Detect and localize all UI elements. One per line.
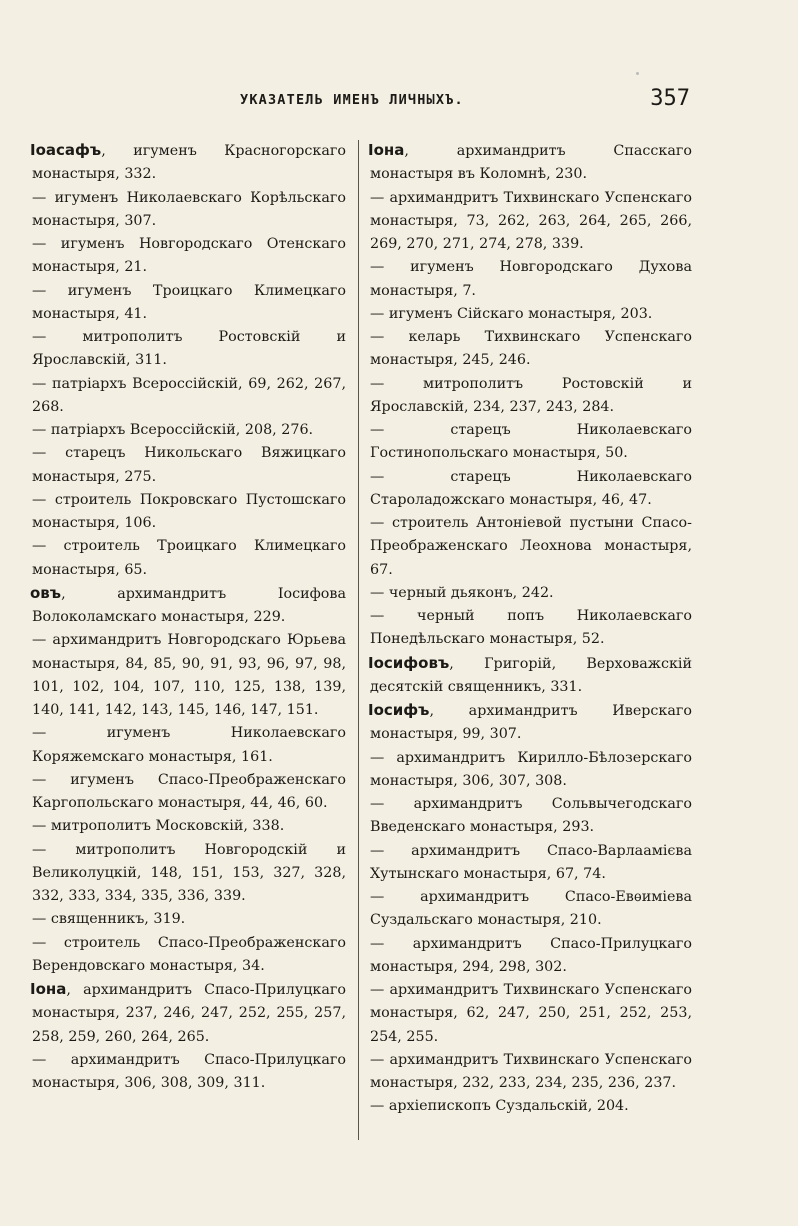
index-subentry <box>32 373 346 420</box>
entry-text: , Григорій, Верховажскій десятскій священникъ, 331. <box>370 655 692 695</box>
index-subentry <box>32 722 346 769</box>
index-subentry <box>32 629 346 722</box>
entry-text: — архимандритъ Спасо-Прилуцкаго монастыря, 294, 298, 302. <box>370 935 692 975</box>
index-subentry <box>32 839 346 909</box>
entry-text: — архимандритъ Спасо-Варлаамієва Хутынскаго монастыря, 67, 74. <box>370 842 692 882</box>
index-subentry <box>32 908 346 931</box>
index-subentry <box>32 419 346 442</box>
page-number: 357 <box>650 86 690 111</box>
index-subentry <box>370 840 692 887</box>
left-column <box>32 139 346 1095</box>
index-entry <box>370 139 692 187</box>
index-subentry <box>370 187 692 257</box>
entry-text: — игуменъ Спасо-Преображенскаго Каргопольскаго монастыря, 44, 46, 60. <box>32 771 346 811</box>
entry-text: — священникъ, 319. <box>32 911 186 928</box>
entry-text: — архимандритъ Новгородскаго Юрьева монастыря, 84, 85, 90, 91, 93, 96, 97, 98, 101, 102, 104, 107, 110, 125, 138, 139, 140, 141, 142, 143, 145, 146, 147, 151. <box>32 632 346 718</box>
entry-text: — старецъ Николаевскаго Староладожскаго монастыря, 46, 47. <box>370 468 692 508</box>
index-subentry <box>32 815 346 838</box>
index-subentry <box>370 933 692 980</box>
entry-text: — строитель Покровскаго Пустошскаго монастыря, 106. <box>32 491 346 531</box>
entry-text: — игуменъ Сійскаго монастыря, 203. <box>370 305 653 322</box>
entry-name: Іона <box>368 141 405 159</box>
entry-text: — архимандритъ Спасо-Прилуцкаго монастыря, 306, 308, 309, 311. <box>32 1051 346 1091</box>
entry-text: , архимандритъ Иверскаго монастыря, 99, 307. <box>370 703 692 743</box>
index-subentry <box>370 605 692 652</box>
entry-text: , архимандритъ Спасо-Прилуцкаго монастыря, 237, 246, 247, 252, 255, 257, 258, 259, 260, 264, 265. <box>32 982 346 1045</box>
index-subentry <box>370 582 692 605</box>
entry-text: — строитель Спасо-Преображенскаго Верендовскаго монастыря, 34. <box>32 934 346 974</box>
index-subentry <box>32 280 346 327</box>
entry-name: Іосифовъ <box>368 653 450 672</box>
entry-text: — архимандритъ Тихвинскаго Успенскаго монастыря, 73, 262, 263, 264, 265, 266, 269, 270, 271, 274, 278, 339. <box>370 189 692 252</box>
index-subentry <box>370 303 692 326</box>
index-subentry <box>370 512 692 582</box>
entry-text: — митрополитъ Московскій, 338. <box>32 818 285 835</box>
entry-text: — игуменъ Николаевскаго Коряжемскаго монастыря, 161. <box>32 725 346 765</box>
entry-text: — игуменъ Новгородскаго Духова монастыря, 7. <box>370 259 692 299</box>
index-entry <box>370 652 692 700</box>
entry-text: , игуменъ Красногорскаго монастыря, 332. <box>32 143 346 183</box>
entry-text: — черный попъ Николаевскаго Понедѣльскаго монастыря, 52. <box>370 608 692 648</box>
index-subentry <box>370 326 692 373</box>
index-entry <box>370 699 692 747</box>
entry-text: — патріархъ Всероссійскій, 208, 276. <box>32 422 314 438</box>
index-subentry <box>32 769 346 816</box>
page-header <box>240 86 690 116</box>
index-subentry <box>370 1095 692 1118</box>
entry-text: — митрополитъ Ростовскій и Ярославскій, 311. <box>32 329 346 369</box>
index-subentry <box>32 326 346 373</box>
index-subentry <box>32 187 346 234</box>
index-subentry <box>370 373 692 420</box>
entry-name: Іосифъ <box>368 701 430 719</box>
index-subentry <box>32 932 346 979</box>
index-subentry <box>32 233 346 280</box>
entry-text: — черный дьяконъ, 242. <box>370 584 554 601</box>
index-subentry <box>32 535 346 582</box>
index-subentry <box>370 466 692 513</box>
entry-text: — архіепископъ Суздальскій, 204. <box>370 1098 629 1115</box>
index-subentry <box>32 1049 346 1096</box>
index-subentry <box>32 442 346 489</box>
entry-text: — архимандритъ Тихвинскаго Успенскаго монастыря, 62, 247, 250, 251, 252, 253, 254, 255. <box>370 982 692 1045</box>
entry-text: — старецъ Николаевскаго Гостинопольскаго монастыря, 50. <box>370 422 692 462</box>
index-subentry <box>32 489 346 536</box>
column-divider <box>358 140 359 1140</box>
entry-text: — митрополитъ Новгородскій и Великолуцкій, 148, 151, 153, 327, 328, 332, 333, 334, 335, 336, 339. <box>32 841 346 904</box>
entry-text: — игуменъ Троицкаго Климецкаго монастыря, 41. <box>32 282 346 322</box>
entry-text: — патріархъ Всероссійскій, 69, 262, 267, 268. <box>32 375 346 415</box>
index-entry <box>32 582 346 630</box>
entry-text: , архимандритъ Іосифова Волоколамскаго монастыря, 229. <box>32 585 346 625</box>
index-entry <box>32 139 346 187</box>
entry-name: Іоасафъ <box>30 141 102 159</box>
entry-text: — строитель Антоніевой пустыни Спасо-Преображенскаго Леохнова монастыря, 67. <box>370 515 692 578</box>
index-subentry <box>370 979 692 1049</box>
entry-text: — архимандритъ Сольвычегодскаго Введенскаго монастыря, 293. <box>370 796 692 836</box>
entry-name: Іона <box>30 980 67 998</box>
entry-text: — архимандритъ Кирилло-Бѣлозерскаго монастыря, 306, 307, 308. <box>370 749 692 789</box>
entry-text: — архимандритъ Тихвинскаго Успенскаго монастыря, 232, 233, 234, 235, 236, 237. <box>370 1051 692 1091</box>
entry-text: — игуменъ Николаевскаго Корѣльскаго монастыря, 307. <box>32 189 346 229</box>
entry-text: — игуменъ Новгородскаго Отенскаго монастыря, 21. <box>32 236 346 276</box>
index-subentry <box>370 256 692 303</box>
index-subentry <box>370 886 692 933</box>
right-column <box>370 139 692 1119</box>
running-title: УКАЗАТЕЛЬ ИМЕНЪ ЛИЧНЫХЪ. <box>240 92 464 108</box>
entry-text: , архимандритъ Спасскаго монастыря въ Коломнѣ, 230. <box>370 143 692 183</box>
index-subentry <box>370 747 692 794</box>
index-entry <box>32 978 346 1049</box>
index-subentry <box>370 419 692 466</box>
entry-text: — старецъ Никольскаго Вяжицкаго монастыря, 275. <box>32 445 346 485</box>
paper-speck <box>636 72 639 75</box>
index-subentry <box>370 1049 692 1096</box>
index-subentry <box>370 793 692 840</box>
entry-text: — митрополитъ Ростовскій и Ярославскій, 234, 237, 243, 284. <box>370 375 692 415</box>
entry-text: — строитель Троицкаго Климецкаго монастыря, 65. <box>32 538 346 578</box>
entry-name: овъ <box>30 583 62 602</box>
entry-text: — архимандритъ Спасо-Евѳиміева Суздальскаго монастыря, 210. <box>370 889 692 929</box>
entry-text: — келарь Тихвинскаго Успенскаго монастыря, 245, 246. <box>370 329 692 369</box>
